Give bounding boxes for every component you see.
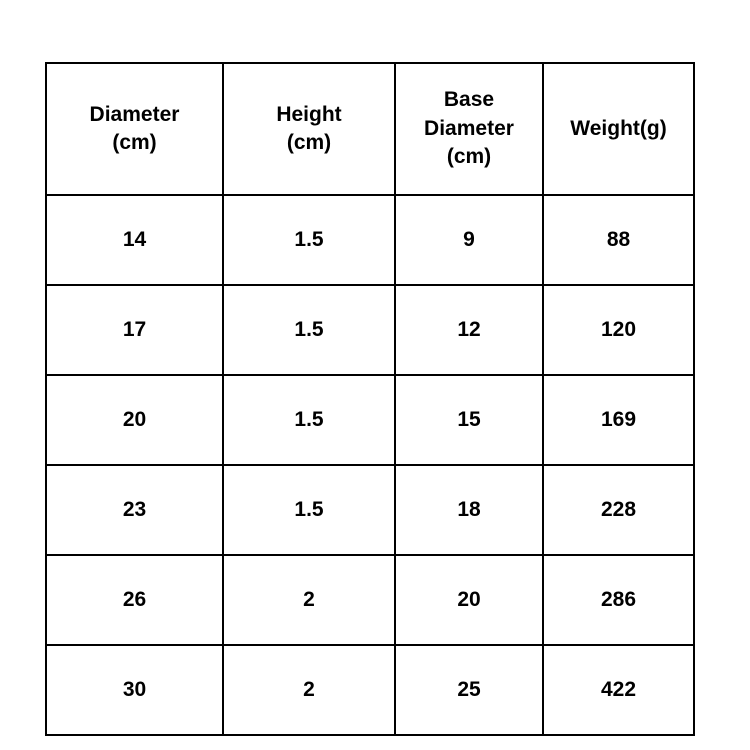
cell-base-diameter: 20	[395, 555, 543, 645]
table-row	[46, 465, 694, 555]
cell-height: 1.5	[223, 285, 395, 375]
table-header	[46, 63, 694, 195]
column-header-height-line1: Height	[276, 102, 342, 126]
specification-table	[45, 62, 695, 736]
cell-diameter: 26	[46, 555, 223, 645]
table-row	[46, 645, 694, 735]
cell-base-diameter: 25	[395, 645, 543, 735]
column-header-weight-line1: Weight(g)	[570, 116, 667, 140]
cell-diameter: 14	[46, 195, 223, 285]
cell-height: 1.5	[223, 195, 395, 285]
cell-weight: 88	[543, 195, 694, 285]
table-row	[46, 555, 694, 645]
cell-weight: 286	[543, 555, 694, 645]
cell-diameter: 30	[46, 645, 223, 735]
cell-diameter: 17	[46, 285, 223, 375]
cell-height: 1.5	[223, 375, 395, 465]
cell-base-diameter: 18	[395, 465, 543, 555]
column-header-base-diameter	[395, 63, 543, 195]
column-header-height	[223, 63, 395, 195]
table-row	[46, 375, 694, 465]
table-row	[46, 285, 694, 375]
column-header-diameter-line2: (cm)	[112, 131, 157, 154]
column-header-base-diameter-line2: Diameter	[424, 116, 514, 140]
cell-base-diameter: 15	[395, 375, 543, 465]
cell-weight: 120	[543, 285, 694, 375]
cell-base-diameter: 9	[395, 195, 543, 285]
cell-diameter: 23	[46, 465, 223, 555]
spec-table-container	[45, 62, 693, 701]
table-body	[46, 195, 694, 735]
column-header-diameter-line1: Diameter	[89, 102, 180, 126]
cell-weight: 169	[543, 375, 694, 465]
column-header-height-line2: (cm)	[286, 131, 332, 154]
cell-base-diameter: 12	[395, 285, 543, 375]
cell-height: 1.5	[223, 465, 395, 555]
cell-weight: 422	[543, 645, 694, 735]
column-header-base-diameter-line1: Base	[443, 88, 495, 112]
cell-diameter: 20	[46, 375, 223, 465]
cell-height: 2	[223, 645, 395, 735]
cell-weight: 228	[543, 465, 694, 555]
cell-height: 2	[223, 555, 395, 645]
column-header-diameter	[46, 63, 223, 195]
header-row	[46, 63, 694, 195]
column-header-weight	[543, 63, 694, 195]
column-header-base-diameter-line3: (cm)	[446, 145, 492, 169]
table-row	[46, 195, 694, 285]
